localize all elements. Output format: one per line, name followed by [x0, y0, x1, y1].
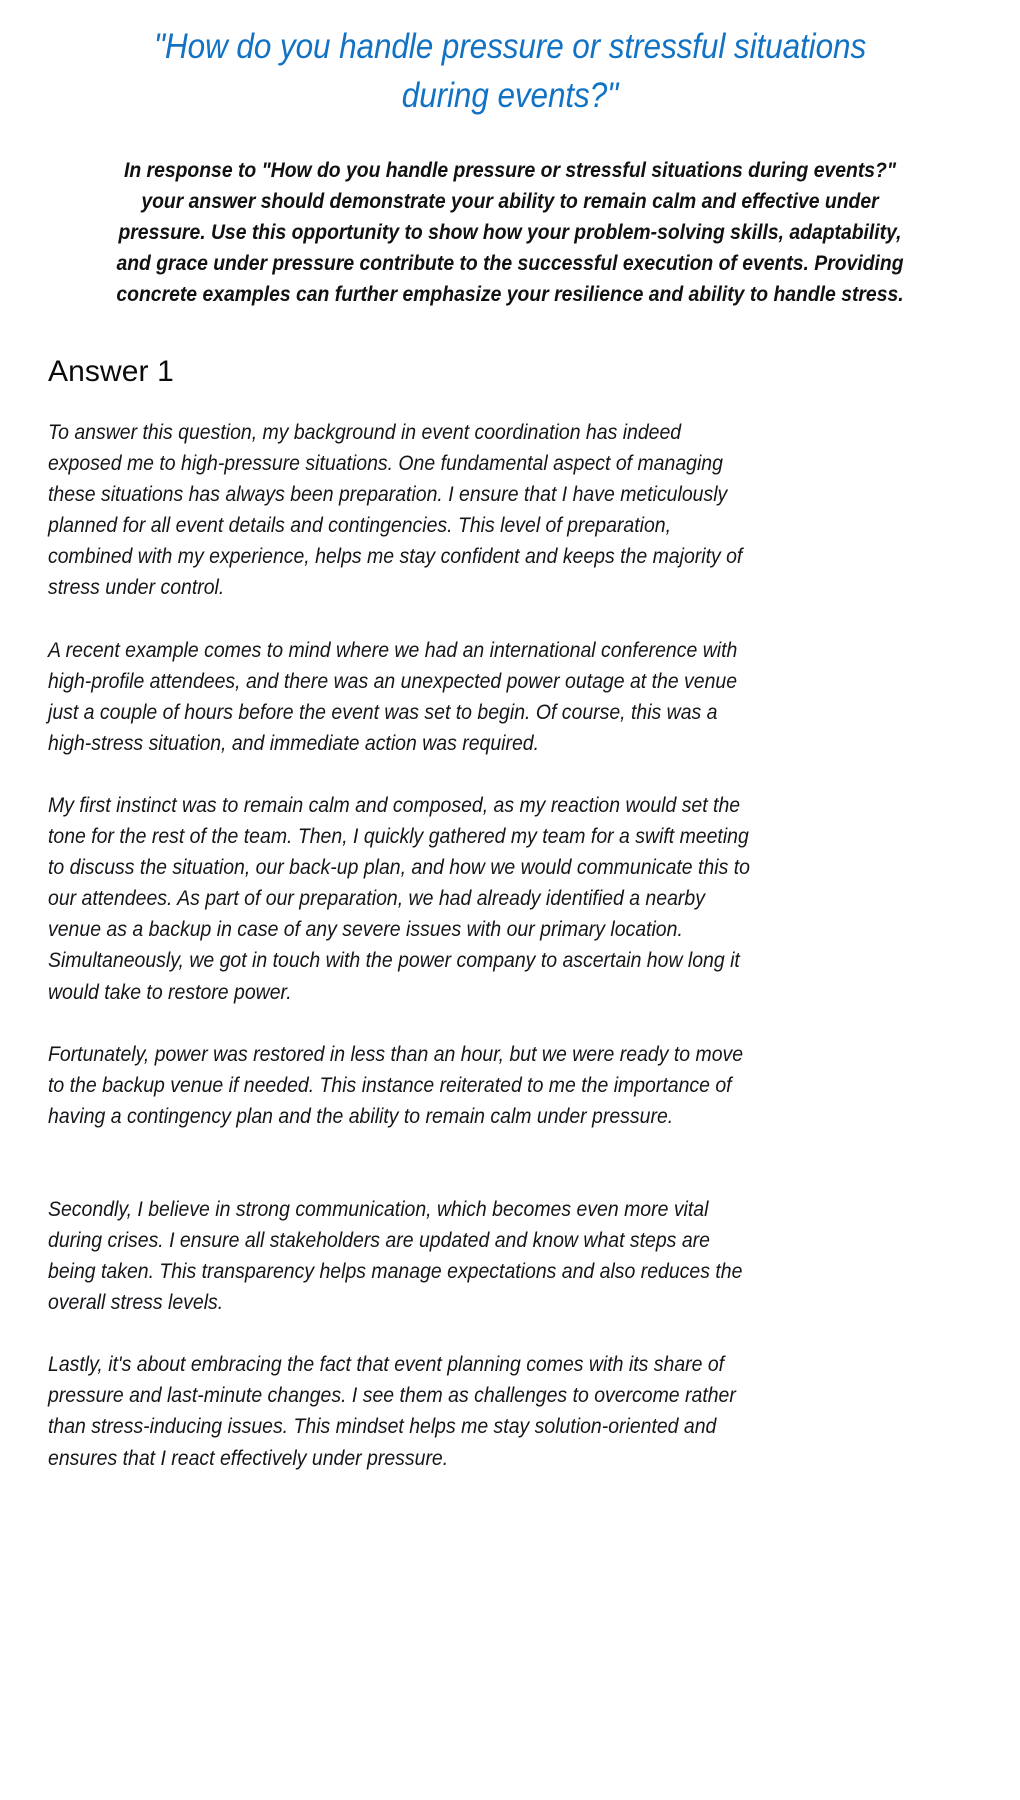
answer-body [0, 389, 1020, 1514]
answer-heading: Answer 1 [48, 355, 174, 388]
answer-paragraph: My first instinct was to remain calm and composed, as my reaction would set the tone for the rest of the team. Then, I quickly gathered my team for a swift meeting to discuss the situation, our back-up plan, and how we would communicate this to our attendees. As part of our preparation, we had already identified a nearby venue as a backup in case of any severe issues with our primary location. Simultaneously, we got in touch with the power company to ascertain how long it would take to restore power. [48, 792, 750, 1004]
page-title: "How do you handle pressure or stressful situations during events?" [153, 27, 867, 115]
answer-paragraph: Secondly, I believe in strong communication, which becomes even more vital during crises. I ensure all stakeholders are updated and know what steps are being taken. This transparency helps manage expectations and also reduces the overall stress levels. [48, 1196, 743, 1315]
answer-paragraph: Fortunately, power was restored in less than an hour, but we were ready to move to the backup venue if needed. This instance reiterated to me the importance of having a contingency plan and the ability to remain calm under pressure. [48, 1041, 744, 1128]
title-block [0, 0, 1020, 120]
intro-block [0, 120, 1020, 310]
answer-paragraph: To answer this question, my background in event coordination has indeed exposed me to high-pressure situations. One fundamental aspect of managing these situations has always been preparation. I ensure that I have meticulously planned for all event details and contingencies. This level of preparation, combined with my experience, helps me stay confident and keeps the majority of stress under control. [48, 420, 743, 600]
answer-paragraph: A recent example comes to mind where we had an international conference with high-profile attendees, and there was an unexpected power outage at the venue just a couple of hours before the event was set to begin. Of course, this was a high-stress situation, and immediate action was required. [48, 637, 738, 755]
intro-paragraph: In response to "How do you handle pressure or stressful situations during events?" your answer should demonstrate your ability to remain calm and effective under pressure. Use this opportunity to show how your problem-solving skills, adaptability, and grace under pressure contribute to the successful execution of events. Providing concrete examples can further emphasize your resilience and ability to handle stress. [116, 158, 904, 306]
answer-paragraph: Lastly, it's about embracing the fact that event planning comes with its share of pressure and last-minute changes. I see them as challenges to overcome rather than stress-inducing issues. This mindset helps me stay solution-oriented and ensures that I react effectively under pressure. [48, 1352, 736, 1470]
